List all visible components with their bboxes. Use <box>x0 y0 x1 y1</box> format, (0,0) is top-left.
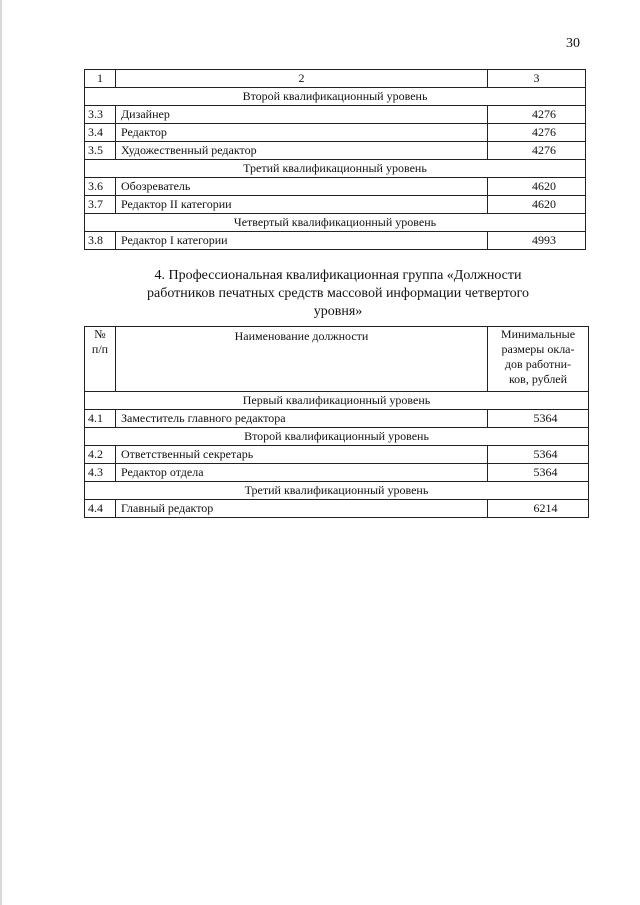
position-name: Обозреватель <box>116 178 488 196</box>
section-row <box>85 214 586 232</box>
position-name: Редактор отдела <box>116 464 488 482</box>
table-row <box>85 500 589 518</box>
row-number: 3.8 <box>85 232 116 250</box>
salary-value: 6214 <box>488 500 589 518</box>
header-text: Минимальные <box>500 327 576 341</box>
number-header <box>85 327 116 392</box>
table-row <box>85 464 589 482</box>
salary-value: 4620 <box>488 178 586 196</box>
qualification-level-label: Четвертый квалификационный уровень <box>85 214 586 232</box>
qualification-level-label: Второй квалификационный уровень <box>85 88 586 106</box>
row-number: 4.2 <box>85 446 116 464</box>
section-title-line: работников печатных средств массовой информации четвертого <box>147 286 529 301</box>
section-title-line: уровня» <box>313 304 363 319</box>
section-row <box>85 160 586 178</box>
position-name: Ответственный секретарь <box>116 446 488 464</box>
table-header-row <box>85 70 586 88</box>
qualification-level-label: Первый квалификационный уровень <box>85 392 589 410</box>
table-row <box>85 232 586 250</box>
section-4-title <box>90 267 586 321</box>
position-name: Художественный редактор <box>116 142 488 160</box>
scan-edge <box>0 0 2 905</box>
header-text: п/п <box>91 342 109 356</box>
table-row <box>85 410 589 428</box>
table-row <box>85 178 586 196</box>
row-number: 3.7 <box>85 196 116 214</box>
header-text: дов работни- <box>504 357 572 371</box>
column-name-header: 2 <box>116 70 488 88</box>
table-row <box>85 106 586 124</box>
section-row <box>85 88 586 106</box>
row-number: 3.3 <box>85 106 116 124</box>
row-number: 4.4 <box>85 500 116 518</box>
position-name: Редактор I категории <box>116 232 488 250</box>
table-row <box>85 142 586 160</box>
section-title-line: 4. Профессиональная квалификационная группа «Должности <box>154 268 522 283</box>
header-text: № <box>94 327 106 341</box>
salary-value: 4620 <box>488 196 586 214</box>
salary-value: 4993 <box>488 232 586 250</box>
row-number: 4.3 <box>85 464 116 482</box>
row-number: 3.6 <box>85 178 116 196</box>
row-number: 4.1 <box>85 410 116 428</box>
salary-value: 5364 <box>488 464 589 482</box>
salary-value: 4276 <box>488 124 586 142</box>
column-salary-header: 3 <box>488 70 586 88</box>
position-name: Редактор <box>116 124 488 142</box>
row-number: 3.4 <box>85 124 116 142</box>
table-row <box>85 124 586 142</box>
salary-value: 5364 <box>488 446 589 464</box>
table-header-row <box>85 327 589 392</box>
position-name-header: Наименование должности <box>116 327 488 392</box>
section-row <box>85 392 589 410</box>
table-row <box>85 196 586 214</box>
salary-table-group-4 <box>84 326 589 518</box>
salary-value: 4276 <box>488 142 586 160</box>
salary-table-group-3 <box>84 69 586 250</box>
header-text: ков, рублей <box>508 372 568 386</box>
salary-value: 5364 <box>488 410 589 428</box>
column-number-header: 1 <box>85 70 116 88</box>
section-row <box>85 428 589 446</box>
position-name: Дизайнер <box>116 106 488 124</box>
position-name: Заместитель главного редактора <box>116 410 488 428</box>
qualification-level-label: Третий квалификационный уровень <box>85 482 589 500</box>
position-name: Главный редактор <box>116 500 488 518</box>
salary-value: 4276 <box>488 106 586 124</box>
header-text: размеры окла- <box>501 342 575 356</box>
row-number: 3.5 <box>85 142 116 160</box>
position-name: Редактор II категории <box>116 196 488 214</box>
salary-header <box>488 327 589 392</box>
qualification-level-label: Второй квалификационный уровень <box>85 428 589 446</box>
table-row <box>85 446 589 464</box>
section-row <box>85 482 589 500</box>
qualification-level-label: Третий квалификационный уровень <box>85 160 586 178</box>
page-number: 30 <box>566 36 580 51</box>
